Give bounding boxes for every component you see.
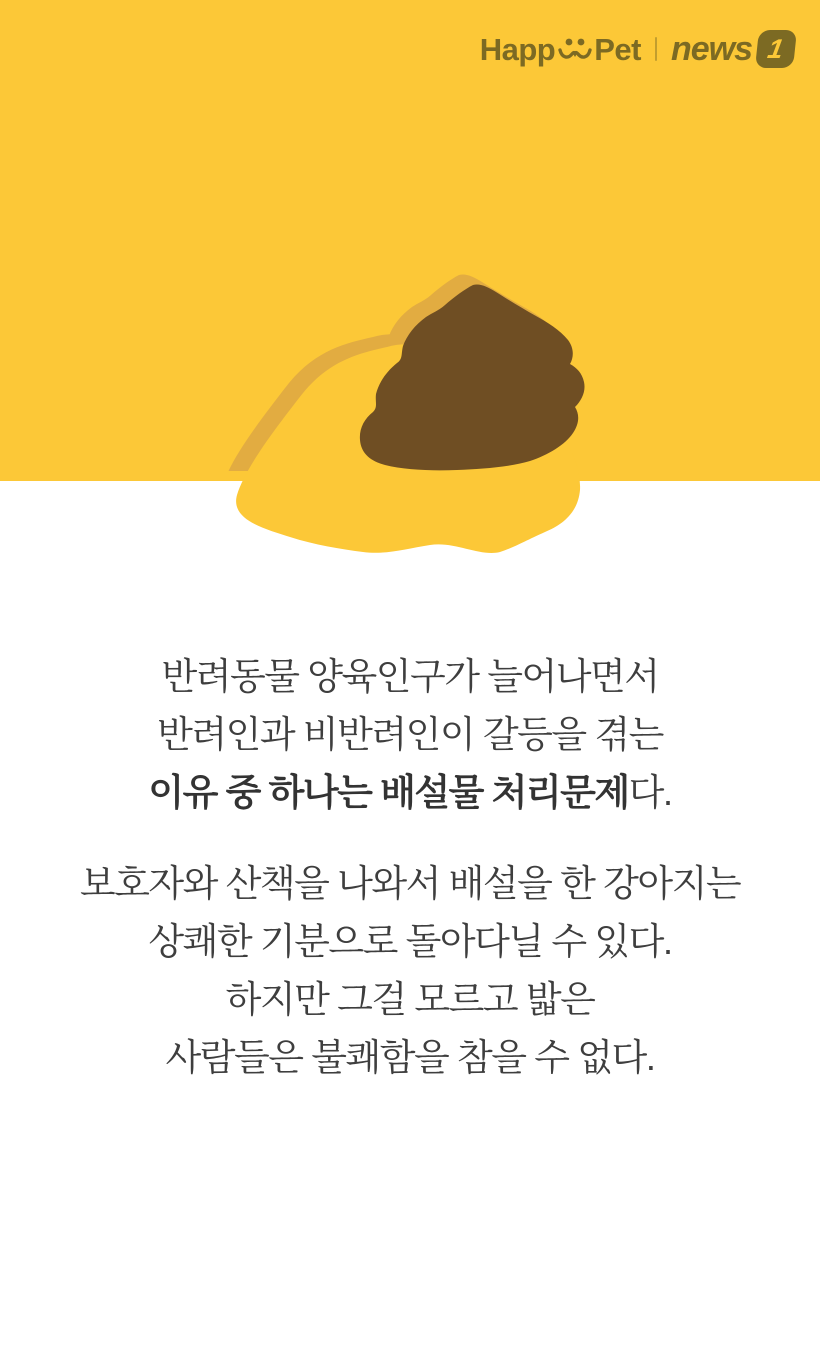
- news1-logo: [671, 30, 795, 68]
- emphasis-text: 이유 중 하나는 배설물 처리문제: [148, 772, 629, 813]
- paragraph-2-line-1: 보호자와 산책을 나와서 배설을 한 강아지는: [79, 863, 741, 904]
- emphasis-tail-text: 다.: [628, 772, 672, 813]
- paragraph-1-line-3: [0, 764, 820, 822]
- paragraph-2-line-2: 상쾌한 기분으로 돌아다닐 수 있다.: [148, 921, 672, 962]
- dog-face-icon: [558, 35, 592, 65]
- header-logos: [480, 28, 795, 70]
- poop-illustration: [170, 245, 650, 585]
- paragraph-2: [0, 855, 820, 1087]
- paragraph-1-line-1: 반려동물 양육인구가 늘어나면서: [161, 656, 659, 697]
- paragraph-2-line-3: 하지만 그걸 모르고 밟은: [225, 979, 595, 1020]
- news1-badge: [755, 30, 797, 68]
- news1-logo-text: news: [670, 30, 752, 68]
- happypet-logo-text-right: Pet: [594, 31, 641, 67]
- logo-separator: [655, 37, 657, 61]
- paragraph-1: [0, 648, 820, 822]
- happypet-logo: [480, 33, 641, 65]
- happypet-logo-text-left: Happ: [479, 31, 556, 67]
- paragraph-1-line-2: 반려인과 비반려인이 갈등을 겪는: [157, 714, 663, 755]
- poop-shape: [360, 284, 585, 470]
- news1-badge-number: 1: [765, 33, 787, 64]
- paragraph-2-line-4: 사람들은 불쾌함을 참을 수 없다.: [165, 1037, 655, 1078]
